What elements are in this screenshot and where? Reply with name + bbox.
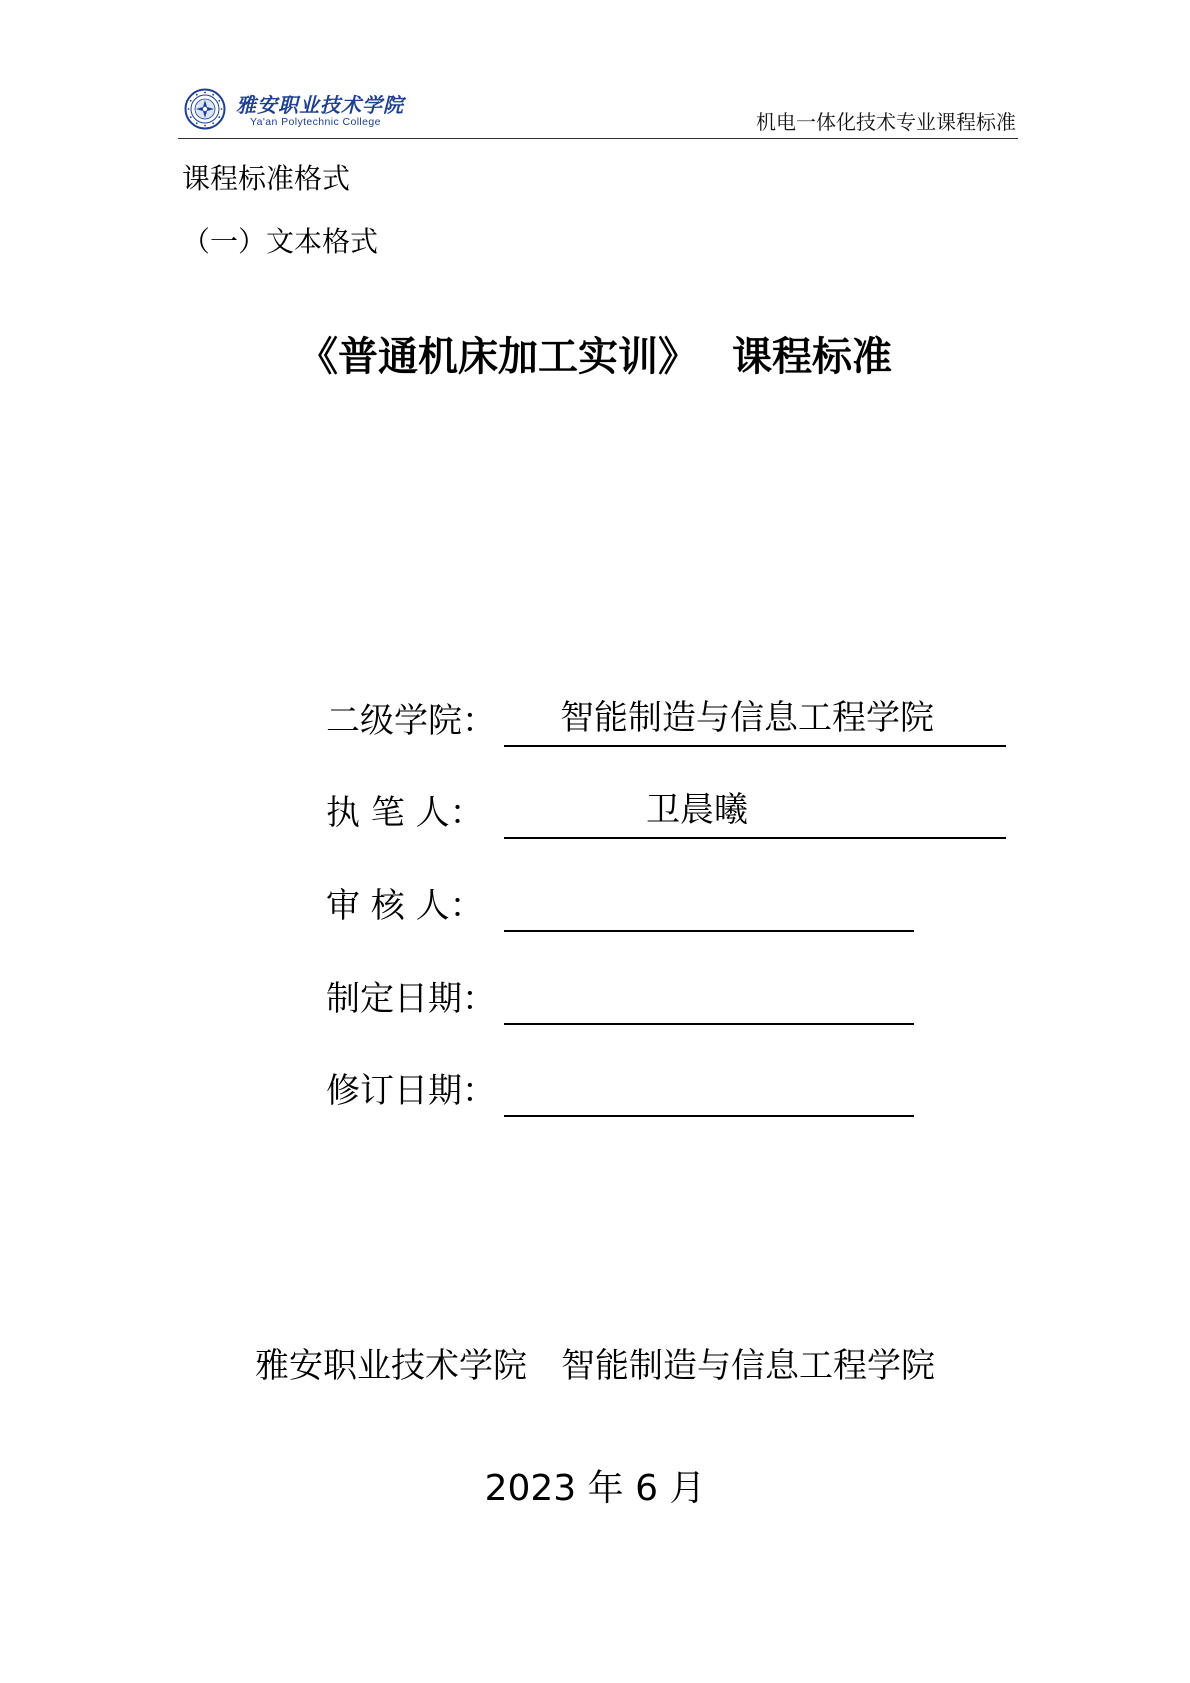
college-logo-name-cn: 雅安职业技术学院: [236, 93, 404, 117]
college-field-value: 智能制造与信息工程学院: [560, 698, 934, 738]
established-date-field-line: [504, 971, 914, 1025]
college-field-line: [504, 693, 1006, 747]
college-logo-name-en: Ya'an Polytechnic College: [250, 116, 381, 128]
footer-organization: [0, 1338, 1190, 1387]
revised-date-field-line: [504, 1063, 914, 1117]
footer-department: 智能制造与信息工程学院: [561, 1346, 935, 1386]
subsection-title: （一）文本格式: [182, 225, 379, 258]
college-field-label: 二级学院：: [326, 701, 496, 741]
college-logo: [184, 88, 414, 132]
course-title-suffix: 课程标准: [732, 334, 892, 380]
page-header: [178, 84, 1018, 139]
author-field-line: [504, 785, 1006, 839]
author-field-value: 卫晨曦: [646, 790, 748, 830]
course-name: 《普通机床加工实训》: [298, 334, 698, 380]
reviewer-field-line: [504, 878, 914, 932]
section-title: 课程标准格式: [182, 162, 351, 195]
reviewer-field-label: 审 核 人：: [326, 886, 484, 926]
revised-date-field-label: 修订日期：: [326, 1071, 496, 1111]
document-type-label: 机电一体化技术专业课程标准: [756, 110, 1016, 134]
footer-institution: 雅安职业技术学院: [255, 1346, 527, 1386]
established-date-field-label: 制定日期：: [326, 979, 496, 1019]
course-title: [0, 325, 1190, 382]
college-emblem-icon: [184, 88, 226, 130]
author-field-label: 执 笔 人：: [326, 793, 484, 833]
footer-date: 2023 年 6 月: [484, 1468, 706, 1509]
